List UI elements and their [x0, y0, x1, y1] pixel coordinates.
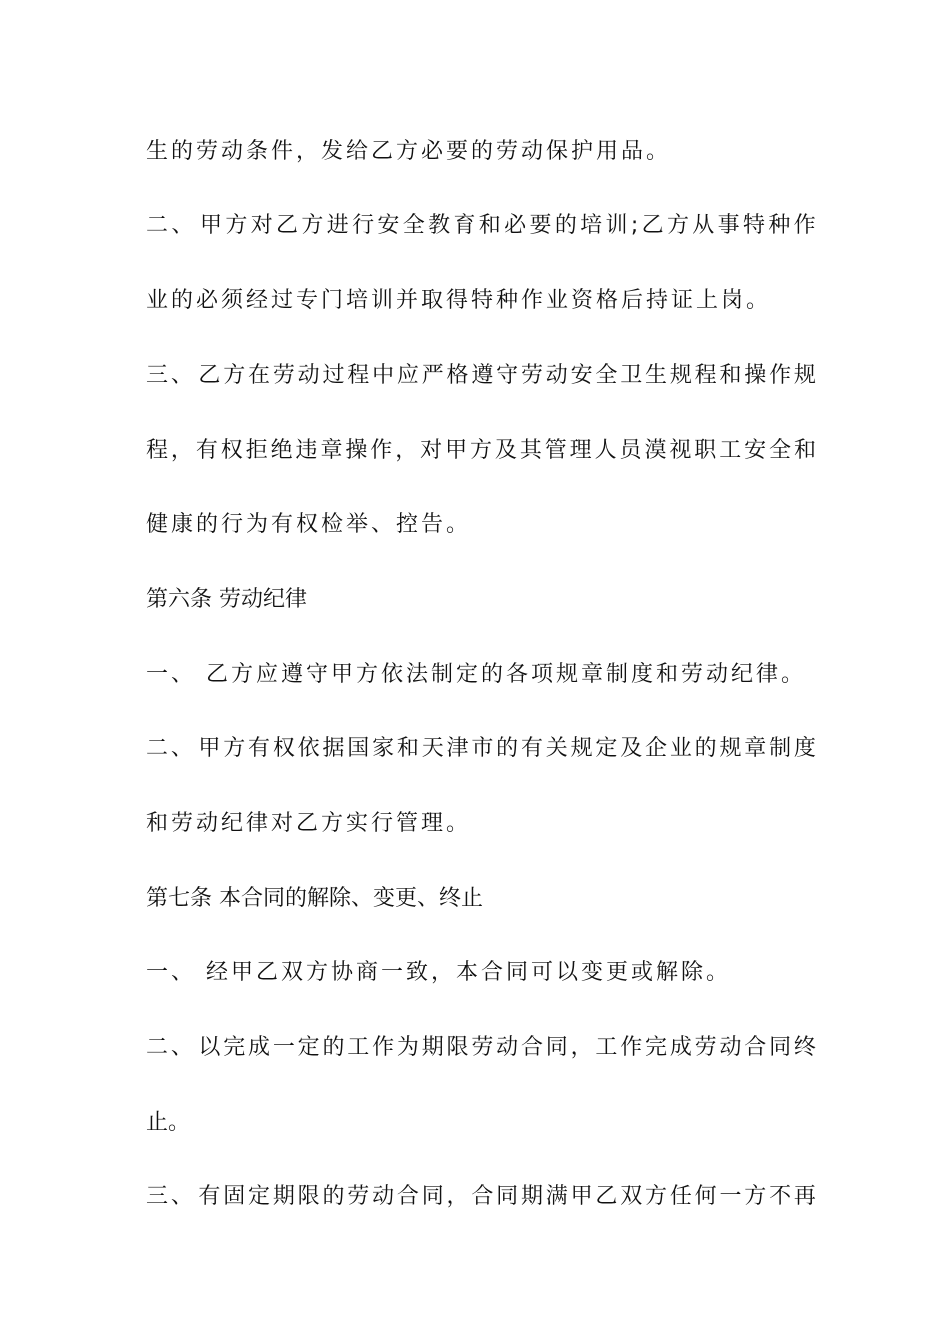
text-line-14: 止。 [146, 1110, 191, 1135]
text-line-10: 和劳动纪律对乙方实行管理。 [146, 811, 472, 836]
text-line-5: 程 ， 有 权 拒 绝 违 章 操 作 ， 对 甲 方 及 其 管 理 人 员 漠 视 职 工 安 全 和 [146, 438, 816, 463]
text-line-12: 一、 经甲乙双方协商一致，本合同可以变更或解除。 [146, 960, 731, 985]
section-heading-article-7: 第七条 本合同的解除、变更、终止 [146, 886, 483, 911]
text-line-13: 二 、 以 完 成 一 定 的 工 作 为 期 限 劳 动 合 同 ， 工 作 完 成 劳 动 合 同 终 [146, 1035, 816, 1060]
text-line-6: 健康的行为有权检举、控告。 [146, 512, 472, 537]
text-line-3: 业的必须经过专门培训并取得特种作业资格后持证上岗。 [146, 288, 772, 313]
section-heading-article-6: 第六条 劳动纪律 [146, 587, 307, 612]
text-line-1: 生的劳动条件，发给乙方必要的劳动保护用品。 [146, 139, 672, 164]
text-line-15: 三 、 有 固 定 期 限 的 劳 动 合 同 ， 合 同 期 满 甲 乙 双 方 任 何 一 方 不 再 [146, 1184, 816, 1209]
text-line-2: 二 、 甲 方 对 乙 方 进 行 安 全 教 育 和 必 要 的 培 训 ; 乙 方 从 事 特 种 作 [146, 213, 816, 238]
text-line-4: 三 、 乙 方 在 劳 动 过 程 中 应 严 格 遵 守 劳 动 安 全 卫 生 规 程 和 操 作 规 [146, 363, 816, 388]
text-line-9: 二 、 甲 方 有 权 依 据 国 家 和 天 津 市 的 有 关 规 定 及 企 业 的 规 章 制 度 [146, 736, 816, 761]
text-line-8: 一、 乙方应遵守甲方依法制定的各项规章制度和劳动纪律。 [146, 662, 806, 687]
